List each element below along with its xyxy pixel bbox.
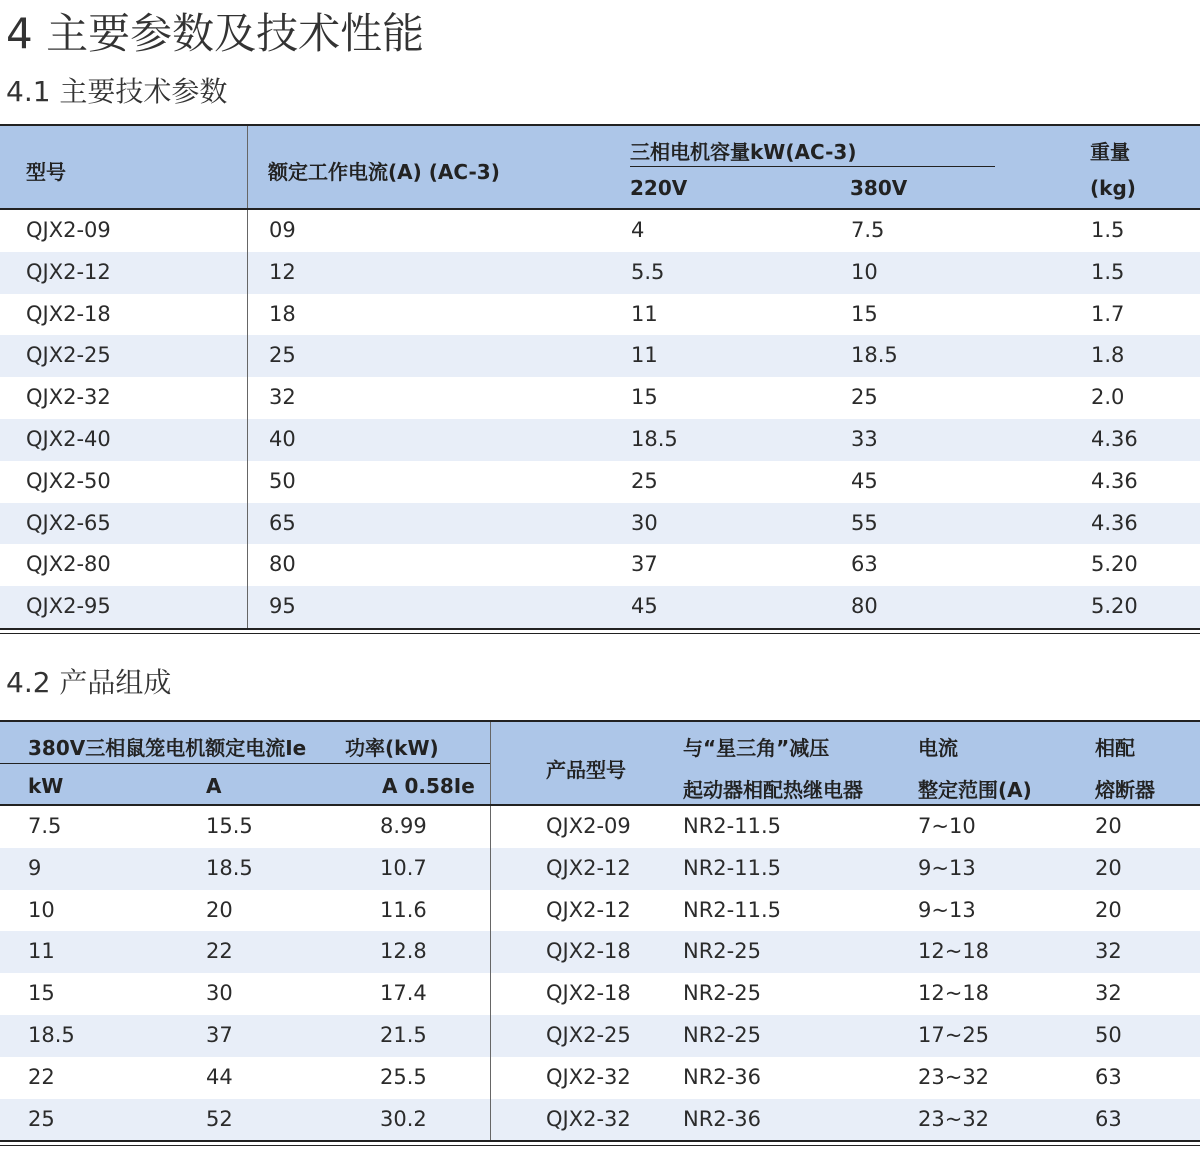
- table-cell: 5.5: [631, 259, 665, 284]
- column-divider: [490, 806, 491, 1140]
- table-cell: 12.8: [380, 939, 427, 964]
- table-cell: 4: [631, 218, 645, 242]
- table-cell: NR2-11.5: [683, 814, 781, 838]
- column-divider: [490, 722, 491, 804]
- table-cell: 25: [631, 468, 658, 493]
- header-model: 型号: [26, 160, 66, 184]
- header-motor-current: 380V三相鼠笼电机额定电流Ie: [28, 736, 307, 760]
- table-bottom-rule: [0, 628, 1200, 630]
- table-row: [0, 335, 1200, 377]
- header-power: 功率(kW): [345, 736, 439, 760]
- table-cell: QJX2-09: [546, 814, 631, 838]
- table-cell: 9~13: [918, 897, 976, 922]
- table-row: [0, 377, 1200, 419]
- table-body: [0, 210, 1200, 628]
- table-cell: 63: [851, 552, 878, 577]
- header-weight-unit: (kg): [1090, 176, 1136, 200]
- table-row: [0, 210, 1200, 252]
- table-cell: QJX2-12: [546, 897, 631, 922]
- table-body: [0, 806, 1200, 1140]
- table-cell: QJX2-12: [26, 259, 111, 284]
- table-cell: 22: [28, 1064, 55, 1089]
- table-cell: 50: [1095, 1022, 1122, 1047]
- table-row: [0, 890, 1200, 932]
- table-cell: 17.4: [380, 981, 427, 1006]
- table-cell: QJX2-12: [546, 855, 631, 880]
- table-cell: QJX2-32: [546, 1106, 631, 1131]
- table-cell: 32: [269, 385, 296, 410]
- table-cell: QJX2-50: [26, 468, 111, 493]
- table-cell: 65: [269, 510, 296, 535]
- table-cell: 09: [269, 218, 296, 242]
- table-cell: 25: [28, 1106, 55, 1131]
- table-header: [0, 722, 1200, 804]
- table-cell: 9: [28, 855, 42, 880]
- table-cell: 18.5: [631, 426, 678, 451]
- table-cell: 44: [206, 1064, 233, 1089]
- table-row: [0, 252, 1200, 294]
- table-cell: 40: [269, 426, 296, 451]
- table-cell: NR2-11.5: [683, 855, 781, 880]
- table-cell: NR2-11.5: [683, 897, 781, 922]
- table-cell: QJX2-65: [26, 510, 111, 535]
- table-cell: 5.20: [1091, 552, 1138, 577]
- table-cell: 25.5: [380, 1064, 427, 1089]
- header-kw: kW: [28, 774, 64, 798]
- table-cell: 4.36: [1091, 426, 1138, 451]
- header-fuse-line1: 相配: [1095, 736, 1135, 760]
- table-row: [0, 503, 1200, 545]
- table-row: [0, 586, 1200, 628]
- header-relay-line1: 与“星三角”减压: [683, 736, 830, 760]
- table-row: [0, 1057, 1200, 1099]
- section-heading-4-1: 4.1 主要技术参数: [6, 75, 228, 108]
- table-cell: 30.2: [380, 1106, 427, 1131]
- table-cell: 20: [1095, 814, 1122, 838]
- header-subdivider: [0, 763, 490, 764]
- table-cell: 1.7: [1091, 301, 1125, 326]
- table-cell: 12: [269, 259, 296, 284]
- table-cell: 1.5: [1091, 259, 1125, 284]
- table-cell: 18: [269, 301, 296, 326]
- table-cell: 23~32: [918, 1106, 990, 1131]
- table-cell: 18.5: [206, 855, 253, 880]
- table-header: [0, 126, 1200, 208]
- table-cell: QJX2-25: [26, 343, 111, 368]
- table-cell: 12~18: [918, 981, 990, 1006]
- table-cell: 7.5: [851, 218, 885, 242]
- table-cell: 63: [1095, 1106, 1122, 1131]
- table-cell: NR2-25: [683, 1022, 761, 1047]
- table-cell: QJX2-18: [546, 981, 631, 1006]
- header-range-line2: 整定范围(A): [918, 778, 1032, 802]
- table-cell: 4.36: [1091, 510, 1138, 535]
- table-cell: QJX2-18: [26, 301, 111, 326]
- header-fuse-line2: 熔断器: [1095, 778, 1155, 802]
- table-cell: 15: [631, 385, 658, 410]
- table-row: [0, 973, 1200, 1015]
- table-cell: QJX2-09: [26, 218, 111, 242]
- table-cell: 33: [851, 426, 878, 451]
- table-cell: 32: [1095, 981, 1122, 1006]
- table-cell: 5.20: [1091, 594, 1138, 619]
- header-weight: 重量: [1090, 140, 1130, 164]
- table-cell: 22: [206, 939, 233, 964]
- table-cell: 55: [851, 510, 878, 535]
- table-cell: 32: [1095, 939, 1122, 964]
- table-cell: 9~13: [918, 855, 976, 880]
- table-cell: 37: [206, 1022, 233, 1047]
- section-heading-4-2: 4.2 产品组成: [6, 666, 172, 699]
- table-cell: 25: [851, 385, 878, 410]
- table-row: [0, 931, 1200, 973]
- table-cell: 11: [28, 939, 55, 964]
- table-cell: 18.5: [28, 1022, 75, 1047]
- table-cell: 45: [631, 594, 658, 619]
- table-cell: 25: [269, 343, 296, 368]
- table-cell: 20: [206, 897, 233, 922]
- table-cell: 30: [631, 510, 658, 535]
- table-cell: 1.8: [1091, 343, 1125, 368]
- table-row: [0, 419, 1200, 461]
- table-cell: NR2-25: [683, 981, 761, 1006]
- table-cell: 52: [206, 1106, 233, 1131]
- table-cell: 12~18: [918, 939, 990, 964]
- table-cell: 11: [631, 343, 658, 368]
- table-cell: 10.7: [380, 855, 427, 880]
- table-cell: QJX2-80: [26, 552, 111, 577]
- table-cell: 17~25: [918, 1022, 990, 1047]
- table-bottom-rule-thin: [0, 633, 1200, 634]
- table-cell: 21.5: [380, 1022, 427, 1047]
- table-row: [0, 461, 1200, 503]
- table-cell: 95: [269, 594, 296, 619]
- table-cell: 30: [206, 981, 233, 1006]
- table-row: [0, 1099, 1200, 1141]
- table-bottom-rule-thin: [0, 1145, 1200, 1146]
- header-rated-current: 额定工作电流(A) (AC-3): [268, 160, 500, 184]
- table-cell: QJX2-18: [546, 939, 631, 964]
- table-cell: NR2-25: [683, 939, 761, 964]
- table-cell: 45: [851, 468, 878, 493]
- table-cell: 1.5: [1091, 218, 1125, 242]
- table-cell: 80: [851, 594, 878, 619]
- table-cell: 37: [631, 552, 658, 577]
- table-cell: 20: [1095, 897, 1122, 922]
- table-cell: 63: [1095, 1064, 1122, 1089]
- table-cell: 7~10: [918, 814, 976, 838]
- table-cell: 11.6: [380, 897, 427, 922]
- table-cell: NR2-36: [683, 1106, 761, 1131]
- table-cell: QJX2-32: [26, 385, 111, 410]
- table-cell: 10: [851, 259, 878, 284]
- table-cell: 50: [269, 468, 296, 493]
- main-parameters-table: [0, 124, 1200, 634]
- table-cell: QJX2-32: [546, 1064, 631, 1089]
- table-cell: QJX2-40: [26, 426, 111, 451]
- header-product-model: 产品型号: [546, 758, 626, 782]
- table-cell: 20: [1095, 855, 1122, 880]
- page-title: 4 主要参数及技术性能: [6, 9, 425, 58]
- table-row: [0, 848, 1200, 890]
- table-cell: 15: [851, 301, 878, 326]
- table-cell: 15: [28, 981, 55, 1006]
- header-220v: 220V: [630, 176, 688, 200]
- table-cell: 80: [269, 552, 296, 577]
- table-cell: 18.5: [851, 343, 898, 368]
- table-cell: 15.5: [206, 814, 253, 838]
- table-cell: QJX2-25: [546, 1022, 631, 1047]
- table-cell: 2.0: [1091, 385, 1125, 410]
- header-motor-capacity: 三相电机容量kW(AC-3): [630, 140, 857, 164]
- table-row: [0, 544, 1200, 586]
- header-relay-line2: 起动器相配热继电器: [683, 778, 863, 802]
- table-cell: QJX2-95: [26, 594, 111, 619]
- table-cell: 8.99: [380, 814, 427, 838]
- table-cell: 11: [631, 301, 658, 326]
- column-divider: [247, 126, 248, 208]
- table-cell: NR2-36: [683, 1064, 761, 1089]
- table-row: [0, 294, 1200, 336]
- header-range-line1: 电流: [918, 736, 958, 760]
- table-cell: 4.36: [1091, 468, 1138, 493]
- header-a-058ie: A 0.58Ie: [382, 774, 475, 798]
- table-row: [0, 1015, 1200, 1057]
- table-cell: 7.5: [28, 814, 62, 838]
- table-bottom-rule: [0, 1140, 1200, 1142]
- header-a: A: [206, 774, 222, 798]
- column-divider: [247, 210, 248, 628]
- table-cell: 23~32: [918, 1064, 990, 1089]
- table-row: [0, 806, 1200, 848]
- table-cell: 10: [28, 897, 55, 922]
- header-subdivider: [630, 166, 995, 167]
- header-380v: 380V: [850, 176, 908, 200]
- product-composition-table: [0, 720, 1200, 1146]
